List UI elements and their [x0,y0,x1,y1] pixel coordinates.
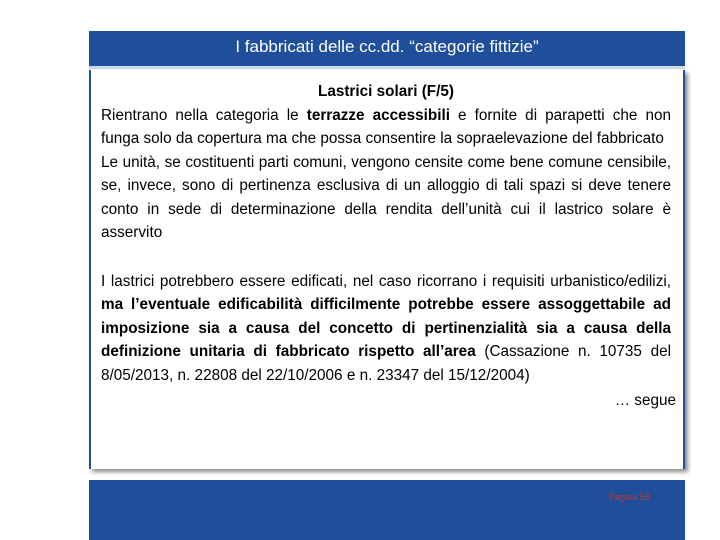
paragraph-3-text-c: (Cassazione n. 10735 del 8/05/2013, n. 22808 del 22/10/2006 e n. 23347 del 15/12/2004) [101,343,671,384]
slide-title: I fabbricati delle cc.dd. “categorie fittizie” [235,36,539,56]
paragraph-1 [101,104,671,151]
paragraph-3-text-a: I lastrici potrebbero essere edificati, nel caso ricorrano i requisiti urbanistico/edilizi, [101,272,671,290]
paragraph-3 [101,270,671,388]
segue-note: … segue [614,392,676,409]
paragraph-1-text-a: Rientrano nella categoria le [101,106,307,124]
paragraph-1-text-c: e fornite di parapetti che non funga solo da copertura ma che possa consentire la sopraelevazione del fabbricato [101,106,671,147]
paragraph-1-bold: terrazze accessibili [306,106,450,124]
footer-bar [89,480,685,540]
paragraph-gap [101,245,671,270]
paragraph-2: Le unità, se costituenti parti comuni, vengono censite come bene comune censibile, se, invece, sono di pertinenza esclusiva di un alloggio di tali spazi si deve tenere conto in sede di determinazione della rendita dell’unità cui il lastrico solare è asservito [101,153,671,241]
paragraph-3-bold: ma l’eventuale edificabilità difficilmente potrebbe essere assoggettabile ad imposizione sia a causa del concetto di pertinenzialità sia a causa della definizione unitaria di fabbricato rispetto all’area [101,296,671,360]
slide-body [101,80,676,413]
page-number: Pagina 58 [609,492,650,502]
title-bar [89,31,685,69]
slide-subtitle: Lastrici solari (F/5) [317,83,454,100]
